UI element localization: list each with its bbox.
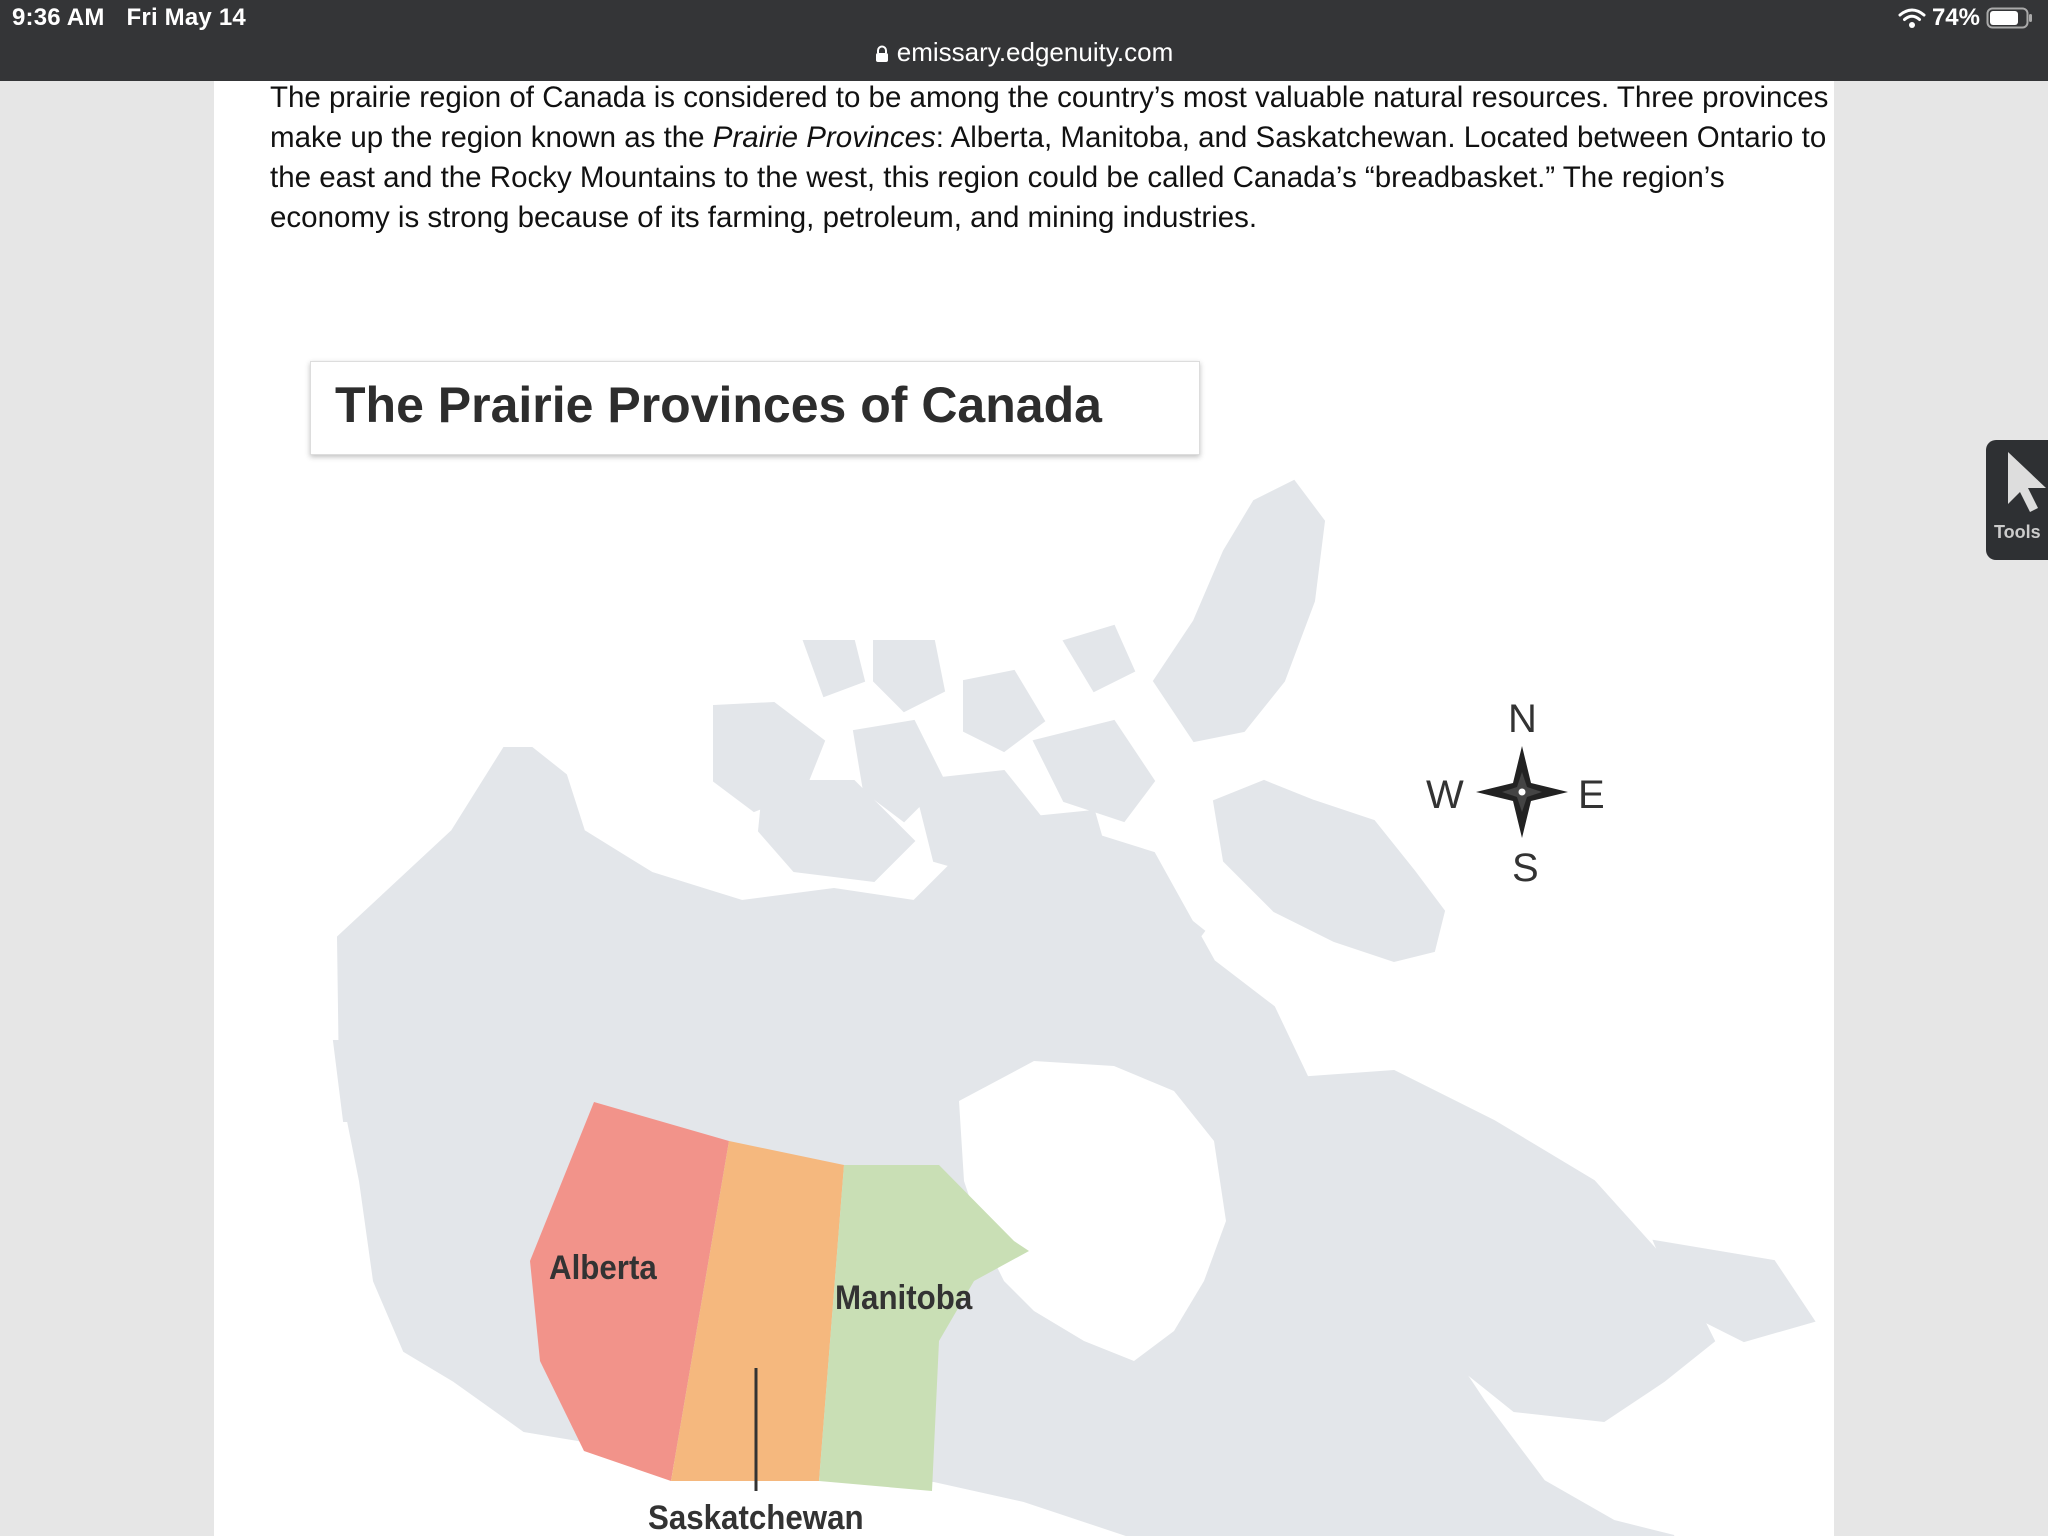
tools-label: Tools [1994,522,2041,542]
article-text-part2: : Alberta, Manitoba, and Saskatchewan. Located between Ontario to the east and the Rocky Mountains to the west, this region could be called Canada’s “breadbasket.” The region’s economy is strong because of its farming, petroleum, and mining industries. [270,121,1827,234]
status-bar-right [1898,4,2034,32]
compass-south: S [1512,846,1539,890]
status-date: Fri May 14 [126,4,246,31]
battery-icon [1986,6,2034,30]
battery-percent: 74% [1931,4,1980,31]
status-bar-left [12,4,246,32]
article-text-part1: The prairie region of Canada is considered to be among the country’s most valuable natural resources. Three provinces make up the region known as the [270,81,1829,154]
wifi-icon [1898,7,1926,29]
compass-east: E [1578,773,1605,817]
browser-top-bar [0,0,2048,81]
address-bar[interactable] [0,37,2048,68]
label-saskatchewan: Saskatchewan [648,1499,864,1536]
compass-star-icon [1476,746,1568,838]
tools-button[interactable] [1986,440,2048,560]
lock-icon [875,45,889,63]
label-alberta: Alberta [549,1249,657,1287]
map-title-box [310,361,1200,455]
compass-west: W [1426,773,1464,817]
map-title: The Prairie Provinces of Canada [335,377,1102,433]
compass-north: N [1508,697,1537,741]
content-page [214,81,1834,1536]
cursor-icon [2004,450,2048,514]
url-text[interactable]: emissary.edgenuity.com [896,37,1174,67]
label-manitoba: Manitoba [835,1279,973,1317]
article-term: Prairie Provinces [712,121,936,154]
status-time: 9:36 AM [12,4,105,31]
